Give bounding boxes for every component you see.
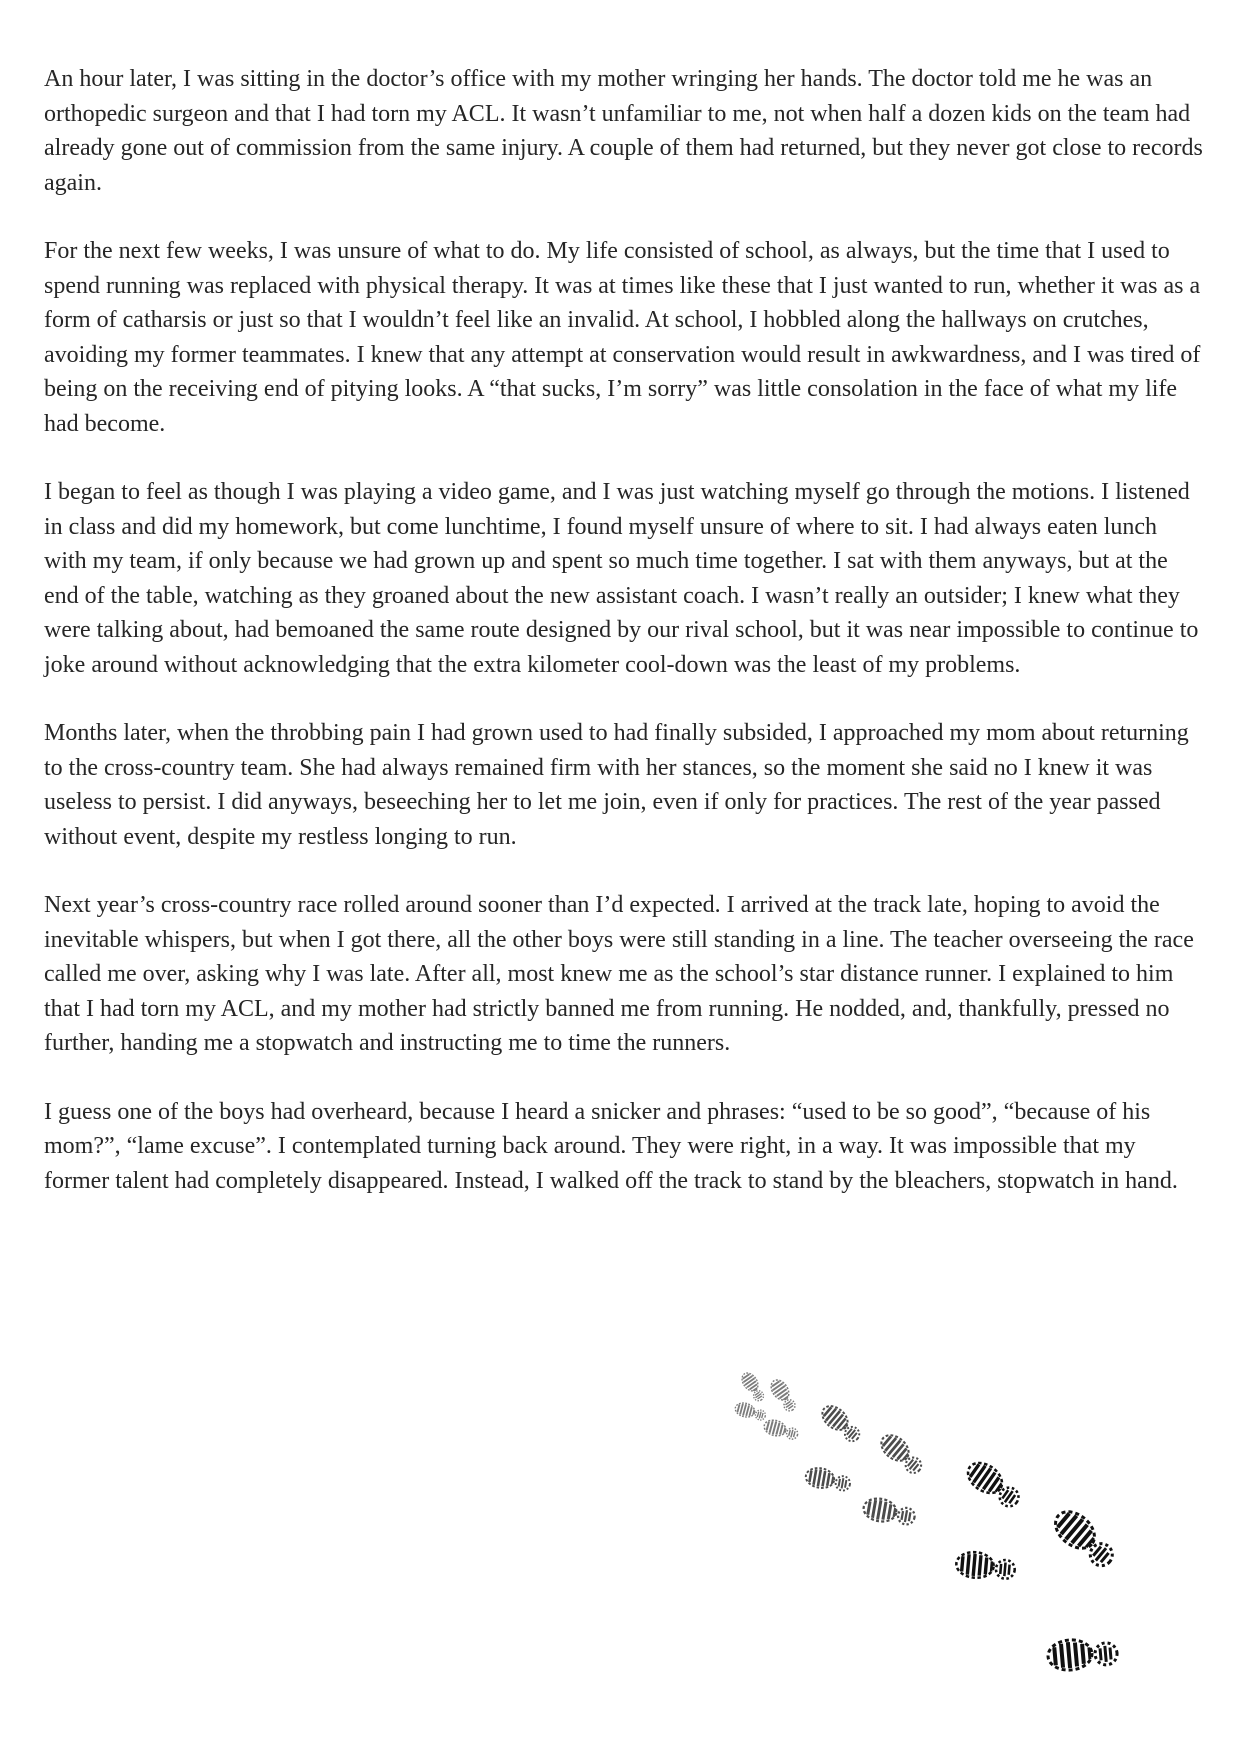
story-text: [44, 62, 1204, 1232]
paragraph-4: Months later, when the throbbing pain I had grown used to had finally subsided, I approached my mom about returning to the cross-country team. She had always remained firm with her stances, so the moment she said no I knew it was useless to persist. I did anyways, beseeching her to let me join, even if only for practices. The rest of the year passed without event, despite my restless longing to run.: [44, 720, 1189, 850]
boot-footprints-icon: [730, 1370, 1200, 1710]
paragraph-1: An hour later, I was sitting in the doctor’s office with my mother wringing her hands. The doctor told me he was an orthopedic surgeon and that I had torn my ACL. It wasn’t unfamiliar to me, not when half a dozen kids on the team had already gone out of commission from the same injury. A couple of them had returned, but they never got close to records again.: [44, 66, 1203, 196]
paragraph-2: For the next few weeks, I was unsure of what to do. My life consisted of school, as always, but the time that I used to spend running was replaced with physical therapy. It was at times like these that I just wanted to run, whether it was as a form of catharsis or just so that I wouldn’t feel like an invalid. At school, I hobbled along the hallways on crutches, avoiding my former teammates. I knew that any attempt at conservation would result in awkwardness, and I was tired of being on the receiving end of pitying looks. A “that sucks, I’m sorry” was little consolation in the face of what my life had become.: [44, 238, 1201, 437]
paragraph-6: I guess one of the boys had overheard, because I heard a snicker and phrases: “used to be so good”, “because of his mom?”, “lame excuse”. I contemplated turning back around. They were right, in a way. It was impossible that my former talent had completely disappeared. Instead, I walked off the track to stand by the bleachers, stopwatch in hand.: [44, 1098, 1178, 1194]
paragraph-3: I began to feel as though I was playing a video game, and I was just watching myself go through the motions. I listened in class and did my homework, but come lunchtime, I found myself unsure of where to sit. I had always eaten lunch with my team, if only because we had grown up and spent so much time together. I sat with them anyways, but at the end of the table, watching as they groaned about the new assistant coach. I wasn’t really an outsider; I knew what they were talking about, had bemoaned the same route designed by our rival school, but it was near impossible to continue to joke around without acknowledging that the extra kilometer cool-down was the least of my problems.: [44, 479, 1199, 678]
paragraph-5: Next year’s cross-country race rolled around sooner than I’d expected. I arrived at the track late, hoping to avoid the inevitable whispers, but when I got there, all the other boys were still standing in a line. The teacher overseeing the race called me over, asking why I was late. After all, most knew me as the school’s star distance runner. I explained to him that I had torn my ACL, and my mother had strictly banned me from running. He nodded, and, thankfully, pressed no further, handing me a stopwatch and instructing me to time the runners.: [44, 892, 1194, 1056]
